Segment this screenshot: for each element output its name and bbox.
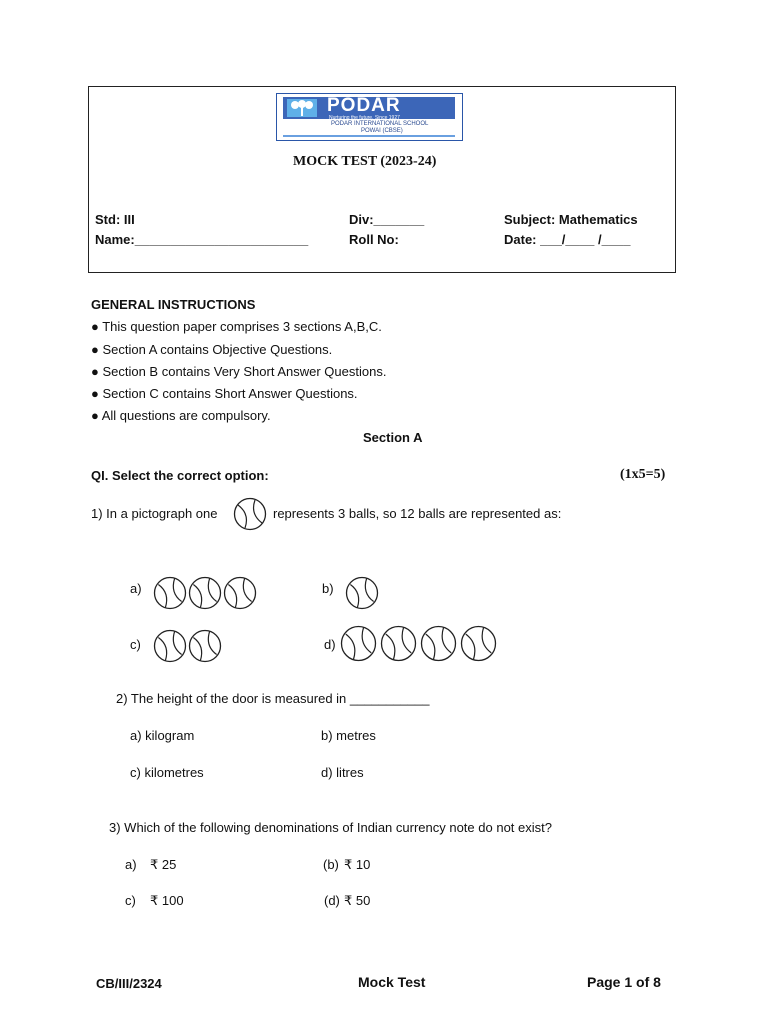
page-title: MOCK TEST (2023-24): [293, 154, 437, 169]
std-field: Std: III: [95, 212, 135, 227]
instruction-item: ● Section A contains Objective Questions.: [91, 342, 333, 357]
section-heading: Section A: [363, 430, 423, 445]
option-c[interactable]: ₹ 100: [150, 893, 184, 908]
option-b[interactable]: b) metres: [321, 728, 376, 743]
option-d[interactable]: ₹ 50: [344, 893, 371, 908]
option-a[interactable]: a) kilogram: [130, 728, 195, 743]
subject-field: Subject: Mathematics: [504, 212, 638, 227]
instructions-heading: GENERAL INSTRUCTIONS: [91, 297, 256, 312]
logo-wordmark: PODAR: [327, 95, 401, 116]
ball-group: [345, 576, 380, 610]
option-d-balls[interactable]: [340, 625, 500, 662]
logo-location: POWAI (CBSE): [361, 128, 403, 134]
option-a-balls[interactable]: [153, 576, 258, 610]
question-text: 2) The height of the door is measured in ___________: [116, 691, 430, 706]
option-label-d: d): [324, 637, 336, 652]
ball-group: [153, 576, 258, 610]
marks-label: (1x5=5): [620, 467, 666, 482]
div-field: Div:_______: [349, 212, 425, 227]
date-field: Date: ___/____ /____: [504, 232, 631, 247]
name-field: Name:________________________: [95, 232, 309, 247]
option-label-a: a): [130, 581, 142, 596]
ball-icon: [462, 627, 496, 661]
ball-icon: [155, 631, 186, 662]
option-c-balls[interactable]: [153, 629, 223, 663]
option-c[interactable]: c) kilometres: [130, 765, 204, 780]
ball-icon: [233, 497, 267, 531]
ball-icon: [225, 578, 256, 609]
roll-no-field: Roll No:: [349, 232, 399, 247]
footer-title: Mock Test: [358, 974, 426, 990]
option-d[interactable]: d) litres: [321, 765, 364, 780]
ball-icon: [155, 578, 186, 609]
question-text: 3) Which of the following denominations of Indian currency note do not exist?: [109, 820, 552, 835]
instruction-item: ● This question paper comprises 3 sections A,B,C.: [91, 319, 382, 334]
option-label-d: (d): [324, 893, 340, 908]
footer-page-number: Page 1 of 8: [587, 974, 661, 990]
ball-icon: [347, 578, 378, 609]
tree-icon: [287, 99, 317, 117]
school-logo: [276, 93, 463, 141]
ball-icon: [422, 627, 456, 661]
question-heading: QI. Select the correct option:: [91, 468, 269, 483]
logo-school-name: PODAR INTERNATIONAL SCHOOL: [331, 121, 429, 127]
ball-group: [340, 625, 500, 662]
option-b[interactable]: ₹ 10: [344, 857, 371, 872]
ball-icon: [382, 627, 416, 661]
footer-code: CB/III/2324: [96, 976, 162, 991]
logo-tagline: Nurturing the future. Since 1927: [329, 115, 400, 121]
option-label-c: c): [125, 893, 136, 908]
ball-icon: [342, 627, 376, 661]
question-text: 1) In a pictograph one: [91, 506, 218, 521]
option-b-balls[interactable]: [345, 576, 380, 610]
instruction-item: ● All questions are compulsory.: [91, 408, 271, 423]
option-label-c: c): [130, 637, 141, 652]
option-a[interactable]: ₹ 25: [150, 857, 177, 872]
option-label-a: a): [125, 857, 137, 872]
ball-group: [153, 629, 223, 663]
question-text: represents 3 balls, so 12 balls are represented as:: [273, 506, 562, 521]
option-label-b: (b): [323, 857, 339, 872]
ball-icon: [190, 631, 221, 662]
ball-icon: [190, 578, 221, 609]
instruction-item: ● Section B contains Very Short Answer Questions.: [91, 364, 387, 379]
option-label-b: b): [322, 581, 334, 596]
instruction-item: ● Section C contains Short Answer Questions.: [91, 386, 358, 401]
